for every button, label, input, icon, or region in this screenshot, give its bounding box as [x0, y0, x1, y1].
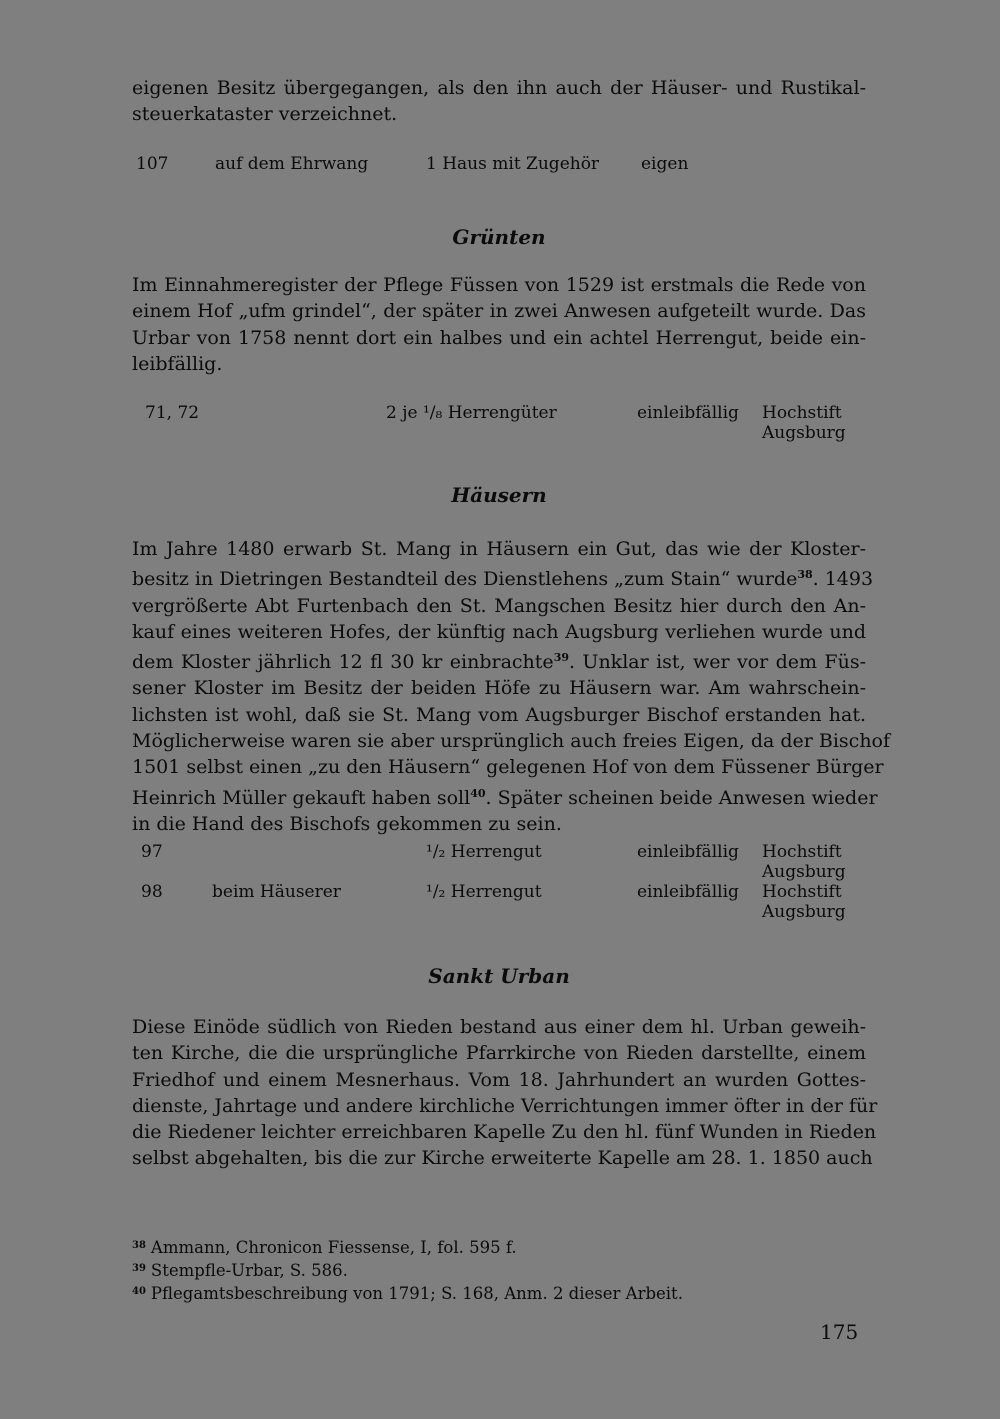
- owner-line: Hochstift: [762, 403, 842, 423]
- property-number: 98: [141, 882, 163, 902]
- text-line: Friedhof und einem Mesnerhaus. Vom 18. Jahrhundert an wurden Gottes-: [132, 1068, 866, 1091]
- text-line: [132, 675, 866, 701]
- owner-line: Augsburg: [762, 423, 846, 443]
- line-text: sener Kloster im Besitz der beiden Höfe zu Häusern war. Am wahrschein-: [132, 677, 866, 700]
- property-owner: [762, 403, 846, 443]
- property-owner: [762, 882, 846, 922]
- footnote: [132, 1235, 866, 1258]
- footnote: [132, 1258, 866, 1281]
- text-line: [132, 593, 866, 619]
- section-heading-sankt-urban: Sankt Urban: [428, 964, 570, 988]
- property-description: 1 Haus mit Zugehör: [426, 154, 600, 174]
- line-text: dem Kloster jährlich 12 fl 30 kr einbrachte: [132, 651, 554, 674]
- text-line: leibfällig.: [132, 352, 223, 375]
- text-line: Diese Einöde südlich von Rieden bestand aus einer dem hl. Urban geweih-: [132, 1016, 866, 1038]
- line-text: kauf eines weiteren Hofes, der künftig nach Augsburg verliehen wurde und: [132, 620, 866, 643]
- owner-line: Hochstift: [762, 842, 842, 862]
- footnote-ref: 40: [470, 786, 486, 800]
- footnote-number: 39: [132, 1263, 146, 1274]
- text-line: [132, 811, 866, 837]
- footnote-text: Ammann, Chronicon Fiessense, I, fol. 595 f.: [150, 1238, 517, 1257]
- property-status: einleibfällig: [637, 842, 739, 862]
- footnote-text: Pflegamtsbeschreibung von 1791; S. 168, Anm. 2 dieser Arbeit.: [150, 1284, 683, 1303]
- property-description: 2 je ¹/₈ Herrengüter: [386, 403, 557, 423]
- line-text: . Später scheinen beide Anwesen wieder: [485, 786, 878, 809]
- haeusern-paragraph: [132, 536, 891, 837]
- section-heading-gruenten: Grünten: [452, 225, 546, 249]
- property-status: einleibfällig: [637, 882, 739, 902]
- property-status: eigen: [641, 154, 689, 174]
- property-row-98: [0, 882, 1000, 922]
- property-row-71-72: [0, 403, 1000, 443]
- text-line: ten Kirche, die die ursprüngliche Pfarrkirche von Rieden darstellte, einem: [132, 1042, 866, 1065]
- line-text: besitz in Dietringen Bestandteil des Dienstlehens „zum Stain“ wurde: [132, 568, 798, 591]
- owner-line: Hochstift: [762, 882, 842, 902]
- property-number: 97: [141, 842, 163, 862]
- line-text: vergrößerte Abt Furtenbach den St. Mangschen Besitz hier durch den An-: [132, 594, 866, 617]
- intro-paragraph: [132, 75, 866, 128]
- footnotes: [132, 1235, 866, 1304]
- text-line: [132, 645, 866, 675]
- property-row-107: [0, 154, 1000, 178]
- line-text: Möglicherweise waren sie aber ursprünglich auch freies Eigen, da der Bischof: [132, 730, 891, 753]
- property-status: einleibfällig: [637, 403, 739, 423]
- text-line: eigenen Besitz übergegangen, als den ihn auch der Häuser- und Rustikal-: [132, 77, 866, 99]
- line-text: Heinrich Müller gekauft haben soll: [132, 786, 471, 809]
- text-line: [132, 728, 891, 754]
- footnote-ref: 39: [553, 651, 569, 665]
- property-owner: [762, 842, 846, 882]
- owner-line: Augsburg: [762, 862, 846, 882]
- property-place: beim Häuserer: [212, 882, 341, 902]
- text-line: [132, 754, 884, 780]
- urban-paragraph: [132, 1014, 878, 1172]
- footnote-ref: 38: [797, 568, 813, 582]
- text-line: [132, 781, 878, 811]
- footnote-number: 38: [132, 1240, 146, 1251]
- line-text: Im Jahre 1480 erwarb St. Mang in Häusern ein Gut, das wie der Kloster-: [132, 538, 866, 560]
- text-line: Im Einnahmeregister der Pflege Füssen von 1529 ist erstmals die Rede von: [132, 274, 866, 296]
- property-place: auf dem Ehrwang: [215, 154, 369, 174]
- text-line: dienste, Jahrtage und andere kirchliche Verrichtungen immer öfter in der für: [132, 1094, 878, 1117]
- text-line: die Riedener leichter erreichbaren Kapelle Zu den hl. fünf Wunden in Rieden: [132, 1121, 877, 1144]
- text-line: selbst abgehalten, bis die zur Kirche erweiterte Kapelle am 28. 1. 1850 auch: [132, 1147, 873, 1170]
- section-heading-haeusern: Häusern: [451, 483, 547, 507]
- property-number: 71, 72: [145, 403, 200, 423]
- line-text: . Unklar ist, wer vor dem Füs-: [569, 651, 867, 674]
- line-text: lichsten ist wohl, daß sie St. Mang vom Augsburger Bischof erstanden hat.: [132, 703, 866, 726]
- footnote: [132, 1281, 866, 1304]
- property-row-97: [0, 842, 1000, 882]
- line-text: . 1493: [812, 568, 874, 591]
- property-number: 107: [136, 154, 169, 174]
- property-description: ¹/₂ Herrengut: [426, 882, 542, 902]
- gruenten-paragraph: [132, 272, 866, 377]
- line-text: 1501 selbst einen „zu den Häusern“ gelegenen Hof von dem Füssener Bürger: [132, 756, 884, 779]
- text-line: Urbar von 1758 nennt dort ein halbes und ein achtel Herrengut, beide ein-: [132, 326, 866, 349]
- text-line: [132, 702, 866, 728]
- text-line: [132, 619, 866, 645]
- line-text: in die Hand des Bischofs gekommen zu sein.: [132, 812, 562, 835]
- footnote-number: 40: [132, 1286, 146, 1297]
- page-number: 175: [820, 1320, 859, 1344]
- text-line: [132, 562, 874, 592]
- owner-line: Augsburg: [762, 902, 846, 922]
- property-description: ¹/₂ Herrengut: [426, 842, 542, 862]
- text-line: [132, 536, 866, 562]
- footnote-text: Stempfle-Urbar, S. 586.: [150, 1261, 348, 1280]
- text-line: steuerkataster verzeichnet.: [132, 103, 398, 126]
- text-line: einem Hof „ufm grindel“, der später in zwei Anwesen aufgeteilt wurde. Das: [132, 300, 866, 323]
